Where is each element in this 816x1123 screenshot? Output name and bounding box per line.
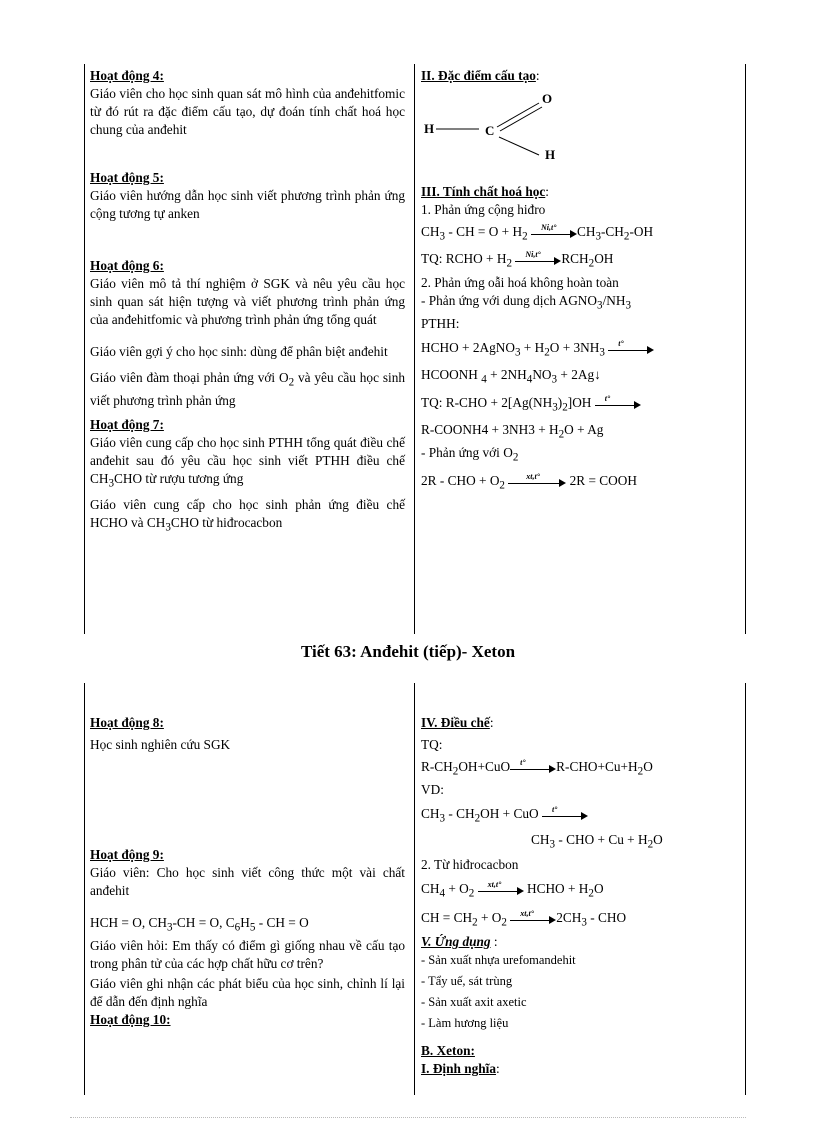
definition-heading: I. Định nghĩa: bbox=[421, 1061, 500, 1077]
pthh-label: PTHH: bbox=[421, 315, 460, 331]
activity-6-text-c: Giáo viên đàm thoại phản ứng với $O_2$ và yêu cầu học sinh viết phương trình phản ứng bbox=[90, 370, 405, 408]
aldehyde-structure-diagram bbox=[421, 87, 581, 159]
lesson-title: Tiết 63: Anđehit (tiếp)- Xeton bbox=[300, 642, 516, 661]
activity-8-text: Học sinh nghiên cứu SGK bbox=[90, 737, 231, 752]
table2-border-middle bbox=[414, 683, 415, 1095]
activity-10-heading: Hoạt động 10: bbox=[90, 1011, 171, 1027]
table2-border-left bbox=[84, 683, 85, 1095]
reaction-arrow: xt,t° bbox=[510, 914, 556, 924]
activity-5-text: Giáo viên hướng dẫn học sinh viết phương trình phản ứng cộng tương tự anken bbox=[90, 188, 405, 221]
application-item-1: - Sản xuất nhựa urefomandehit bbox=[421, 953, 576, 968]
activity-4-text: Giáo viên cho học sinh quan sát mô hình của anđehitfomic từ đó rút ra đặc điểm cấu tạo, dự đoán tính chất hoá học chung của anđehit bbox=[90, 86, 405, 137]
table2-border-right bbox=[745, 683, 746, 1095]
equation-3: HCHO + 2AgNO$_3$ + $H_2O + 3NH_3$ t° bbox=[421, 339, 721, 362]
reaction-arrow: t° bbox=[510, 763, 556, 773]
application-item-2: - Tẩy uế, sát trùng bbox=[421, 974, 513, 989]
activity-9-text-c: Giáo viên hỏi: Em thấy có điểm gì giống nhau về cấu tạo trong phân tử của các hợp chất hữu cơ trên? bbox=[90, 937, 405, 971]
reaction-arrow: Ni,t° bbox=[531, 228, 577, 238]
reaction-arrow: xt,t° bbox=[478, 885, 524, 895]
preparation-heading: IV. Điều chế: bbox=[421, 715, 494, 730]
vd-label: VD: bbox=[421, 781, 444, 797]
reaction-arrow: t° bbox=[542, 810, 588, 820]
reaction-arrow: xt,t° bbox=[508, 477, 566, 487]
activity-9-heading: Hoạt động 9: bbox=[90, 847, 164, 862]
equation-10: $CH_4 + O_2$ xt,t° HCHO + $H_2O$ bbox=[421, 879, 604, 900]
reaction-arrow: t° bbox=[595, 399, 641, 409]
oxygen-reaction-title: - Phản ứng với $O_2$ bbox=[421, 444, 519, 464]
silver-nitrate-line: - Phản ứng với dung dịch $AGNO_3/NH_3$ bbox=[421, 293, 632, 312]
equation-6: R-COONH4 + $3NH3 + H_2O + Ag$ bbox=[421, 421, 604, 441]
reaction-arrow: Ni,t° bbox=[515, 255, 561, 265]
table1-left-column bbox=[90, 67, 405, 537]
application-item-3: - Sản xuất axit axetic bbox=[421, 995, 527, 1010]
activity-7-text-a: Giáo viên cung cấp cho học sinh PTHH tổng quát điều chế anđehit sau đó yêu cầu học sinh viết PTHH điều chế $CH_3CHO$ từ rượu tương ứng bbox=[90, 434, 405, 490]
table2-right-column bbox=[421, 714, 721, 1078]
activity-5-heading: Hoạt động 5: bbox=[90, 170, 164, 185]
oxidation-title: 2. Phản ứng oẫi hoá không hoàn toàn bbox=[421, 275, 619, 291]
equation-9: $CH_3 - CH_2OH$ + CuO t° bbox=[421, 805, 721, 828]
structure-atom-o: O bbox=[542, 91, 553, 106]
structure-atom-c: C bbox=[485, 123, 495, 138]
table1-right-column bbox=[421, 67, 721, 495]
table1-border-left bbox=[84, 64, 85, 634]
page-bottom-dotted-line bbox=[70, 1117, 746, 1118]
applications-heading: V. Ứng dụng : bbox=[421, 934, 498, 950]
activity-6-heading: Hoạt động 6: bbox=[90, 258, 164, 273]
activity-7-text-b: Giáo viên cung cấp cho học sinh phản ứng điều chế HCHO và $CH_3CHO$ từ hiđrocacbon bbox=[90, 497, 405, 534]
activity-6-text-a: Giáo viên mô tả thí nghiệm ở SGK và nêu yêu cầu học sinh quan sát hiện tượng và viết phương trình phản ứng của anđehitfomic và phương trình phản ứng tổng quát bbox=[90, 276, 405, 327]
structure-double-bond-2 bbox=[500, 107, 542, 131]
activity-7-heading: Hoạt động 7: bbox=[90, 416, 164, 432]
equation-9-products: $CH_3$ - CHO + $Cu + H_2O$ bbox=[531, 832, 663, 851]
tq-label: TQ: bbox=[421, 737, 443, 752]
equation-1: $CH_3$ - CH = $O + H_2$ Ni,t° $CH_3-CH_2-OH$ bbox=[421, 222, 654, 243]
activity-9-text-d: Giáo viên ghi nhận các phát biểu của học sinh, chỉnh lí lại để dẫn đến định nghĩa bbox=[90, 975, 405, 1009]
structure-bond-c-h bbox=[499, 137, 539, 155]
structure-heading: II. Đặc điểm cấu tạo: bbox=[421, 68, 540, 83]
activity-6-text-b: Giáo viên gợi ý cho học sinh: dùng để phân biệt anđehit bbox=[90, 344, 388, 359]
equation-5: TQ: $R-CHO + 2[Ag(NH_3)_2]OH$ t° bbox=[421, 394, 721, 417]
activity-4-heading: Hoạt động 4: bbox=[90, 68, 164, 83]
table1-border-right bbox=[745, 64, 746, 634]
activity-9-text-a: Giáo viên: Cho học sinh viết công thức một vài chất anđehit bbox=[90, 865, 405, 898]
structure-double-bond-1 bbox=[497, 103, 539, 127]
properties-heading: III. Tính chất hoá học: bbox=[421, 184, 549, 199]
structure-atom-h-left: H bbox=[424, 121, 435, 136]
table1-border-middle bbox=[414, 64, 415, 634]
hydrogenation-title: 1. Phản ứng cộng hiđro bbox=[421, 202, 546, 217]
reaction-arrow: t° bbox=[608, 344, 654, 354]
equation-7: 2R - CHO + $O_2$ xt,t° 2R = COOH bbox=[421, 472, 637, 492]
equation-11: CH = $CH_2 + O_2$ xt,t° $2CH_3$ - CHO bbox=[421, 908, 627, 929]
equation-8: $R-CH_2OH+CuO$ t° $R-CHO+Cu+H_2O$ bbox=[421, 757, 653, 778]
ketone-heading: B. Xeton: bbox=[421, 1043, 475, 1059]
from-hydrocarbon-title: 2. Từ hiđrocacbon bbox=[421, 856, 519, 872]
application-item-4: - Làm hương liệu bbox=[421, 1016, 509, 1031]
equation-4: HCOONH $_4 + 2NH_4NO_3$ + 2Ag↓ bbox=[421, 366, 601, 386]
activity-9-formulas: HCH = O, $CH_3-CH = O$, $C_6H_5$ - CH = O bbox=[90, 915, 309, 934]
activity-8-heading: Hoạt động 8: bbox=[90, 715, 164, 730]
structure-atom-h-right: H bbox=[545, 147, 556, 159]
equation-2: TQ: RCHO + $H_2$ Ni,t° $RCH_2OH$ bbox=[421, 249, 614, 270]
table2-left-column bbox=[90, 714, 405, 1029]
